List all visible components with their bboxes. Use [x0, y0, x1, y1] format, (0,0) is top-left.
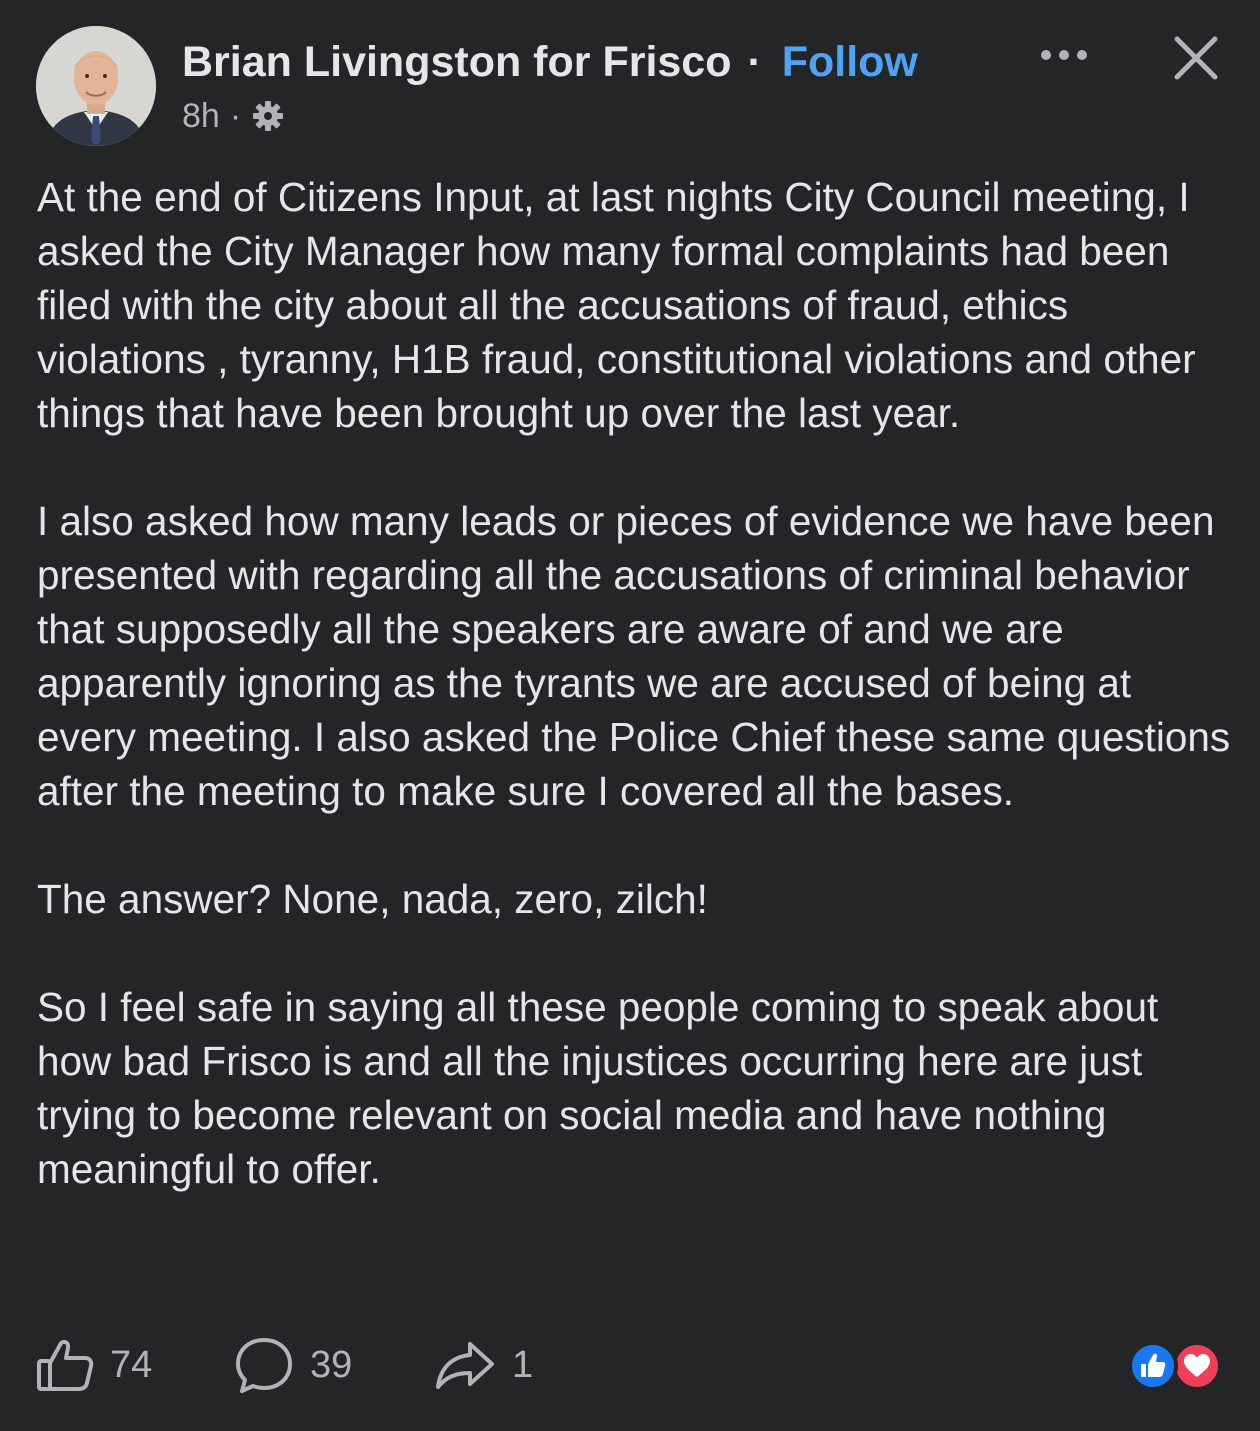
like-button[interactable] — [36, 1335, 152, 1395]
more-options-icon[interactable] — [1036, 40, 1092, 70]
post-body — [37, 170, 1237, 1250]
post-paragraph: So I feel safe in saying all these people coming to speak about how bad Frisco is and all the injustices occurring here are just trying to become relevant on social media and have nothing meaningful to offer. — [37, 984, 1159, 1192]
post-paragraph: At the end of Citizens Input, at last nights City Council meeting, I asked the City Manager how many formal complaints had been filed with the city about all the accusations of fraud, ethics violations , tyranny, H1B fraud, constitutional violations and other things that have been brought up over the last year. — [37, 174, 1196, 436]
meta-separator: · — [229, 96, 242, 135]
comment-icon — [234, 1336, 294, 1394]
post-time[interactable]: 8h — [182, 96, 220, 135]
comment-button[interactable] — [234, 1335, 352, 1395]
comment-count: 39 — [310, 1343, 353, 1386]
share-icon — [434, 1340, 496, 1390]
close-icon[interactable] — [1172, 34, 1220, 82]
like-icon — [36, 1337, 94, 1393]
post-paragraph: I also asked how many leads or pieces of evidence we have been presented with regarding all the accusations of criminal behavior that supposedly all the speakers are aware of and we are apparently ignoring as the tyrants we are accused of being at every meeting. I also asked the Police Chief these same questions after the meeting to make sure I covered all the bases. — [37, 498, 1231, 814]
avatar[interactable] — [36, 26, 156, 146]
post-meta — [182, 96, 285, 136]
author-name[interactable]: Brian Livingston for Frisco — [182, 38, 732, 86]
post-actions — [36, 1335, 1226, 1395]
reaction-summary[interactable] — [1126, 1341, 1226, 1391]
author-separator: · — [747, 38, 762, 86]
author-line — [182, 38, 918, 86]
post-paragraph: The answer? None, nada, zero, zilch! — [37, 876, 708, 922]
profile-photo — [36, 26, 156, 146]
like-count: 74 — [110, 1343, 153, 1386]
share-count: 1 — [512, 1343, 534, 1386]
follow-button[interactable]: Follow — [781, 38, 918, 86]
share-button[interactable] — [434, 1335, 533, 1395]
post-header — [36, 26, 1226, 146]
gear-icon — [251, 99, 285, 133]
